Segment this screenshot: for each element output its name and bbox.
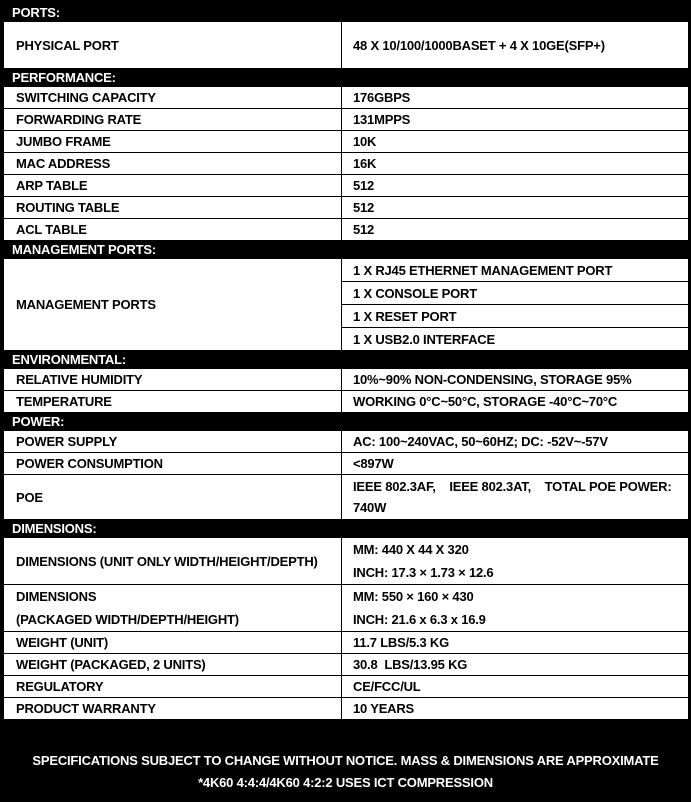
spec-label: POWER CONSUMPTION xyxy=(4,453,342,475)
spec-row xyxy=(4,475,689,520)
spec-row xyxy=(4,87,689,109)
spec-label: DIMENSIONS (UNIT ONLY WIDTH/HEIGHT/DEPTH) xyxy=(4,538,342,585)
spec-value: 176GBPS xyxy=(342,87,689,109)
spec-label-line: (PACKAGED WIDTH/DEPTH/HEIGHT) xyxy=(16,612,239,627)
spec-value: WORKING 0°C~50°C, STORAGE -40°C~70°C xyxy=(342,391,689,413)
spec-value: 16K xyxy=(342,153,689,175)
spec-value: 1 X CONSOLE PORT xyxy=(342,282,689,305)
spec-row xyxy=(4,22,689,69)
spec-value: AC: 100~240VAC, 50~60HZ; DC: -52V~-57V xyxy=(342,431,689,453)
spec-label: PHYSICAL PORT xyxy=(4,22,342,69)
spec-label: TEMPERATURE xyxy=(4,391,342,413)
spec-row xyxy=(4,453,689,475)
spec-value: 10 YEARS xyxy=(342,698,689,720)
section-title: DIMENSIONS: xyxy=(4,520,689,538)
spec-value: 11.7 LBS/5.3 KG xyxy=(342,632,689,654)
spec-value-line: MM: 440 X 44 X 320 xyxy=(353,542,469,557)
spec-label: ACL TABLE xyxy=(4,219,342,241)
spec-row xyxy=(4,153,689,175)
spec-row xyxy=(4,585,689,632)
spec-value: 512 xyxy=(342,219,689,241)
spec-label-line: DIMENSIONS xyxy=(16,589,97,604)
section-title: PERFORMANCE: xyxy=(4,69,689,87)
spec-label: WEIGHT (PACKAGED, 2 UNITS) xyxy=(4,654,342,676)
spec-label: ROUTING TABLE xyxy=(4,197,342,219)
spec-label: PRODUCT WARRANTY xyxy=(4,698,342,720)
spec-value: 30.8 LBS/13.95 KG xyxy=(342,654,689,676)
spec-value-line: MM: 550 × 160 × 430 xyxy=(353,589,474,604)
spec-label: POE xyxy=(4,475,342,520)
spec-value: 1 X USB2.0 INTERFACE xyxy=(342,328,689,351)
spec-label: POWER SUPPLY xyxy=(4,431,342,453)
spec-row xyxy=(4,698,689,720)
spec-row xyxy=(4,259,689,282)
spec-value-line: INCH: 17.3 × 1.73 × 12.6 xyxy=(353,565,494,580)
spec-label: ARP TABLE xyxy=(4,175,342,197)
spec-row xyxy=(4,197,689,219)
section-header-dimensions xyxy=(4,520,689,538)
spec-row xyxy=(4,369,689,391)
spec-label: SWITCHING CAPACITY xyxy=(4,87,342,109)
footer-compression-note: *4K60 4:4:4/4K60 4:2:2 USES ICT COMPRESSION xyxy=(198,775,493,790)
spec-row xyxy=(4,109,689,131)
spec-value: 1 X RJ45 ETHERNET MANAGEMENT PORT xyxy=(342,259,689,282)
spec-value: 10%~90% NON-CONDENSING, STORAGE 95% xyxy=(342,369,689,391)
spec-row xyxy=(4,632,689,654)
section-header-ports xyxy=(4,4,689,22)
spec-row xyxy=(4,131,689,153)
spec-value: 131MPPS xyxy=(342,109,689,131)
section-header-power xyxy=(4,413,689,431)
spec-row xyxy=(4,431,689,453)
spec-value: CE/FCC/UL xyxy=(342,676,689,698)
spec-value: 512 xyxy=(342,197,689,219)
spec-value: <897W xyxy=(342,453,689,475)
spec-value-line: INCH: 21.6 x 6.3 x 16.9 xyxy=(353,612,486,627)
spec-label: FORWARDING RATE xyxy=(4,109,342,131)
section-title: MANAGEMENT PORTS: xyxy=(4,241,689,259)
section-header-environmental xyxy=(4,351,689,369)
spec-row xyxy=(4,175,689,197)
spec-value: 10K xyxy=(342,131,689,153)
spec-label: WEIGHT (UNIT) xyxy=(4,632,342,654)
spec-value xyxy=(342,538,689,585)
spec-row xyxy=(4,676,689,698)
spec-row xyxy=(4,219,689,241)
section-title: PORTS: xyxy=(4,4,689,22)
spec-label: RELATIVE HUMIDITY xyxy=(4,369,342,391)
section-title: POWER: xyxy=(4,413,689,431)
spec-label: JUMBO FRAME xyxy=(4,131,342,153)
spec-row xyxy=(4,654,689,676)
spec-label xyxy=(4,585,342,632)
section-title: ENVIRONMENTAL: xyxy=(4,351,689,369)
spec-row xyxy=(4,391,689,413)
spec-value: IEEE 802.3AF, IEEE 802.3AT, TOTAL POE POWER: 740W xyxy=(342,475,689,520)
spec-table xyxy=(3,3,689,720)
spec-row xyxy=(4,538,689,585)
spec-label: MANAGEMENT PORTS xyxy=(4,259,342,351)
footer-disclaimer: SPECIFICATIONS SUBJECT TO CHANGE WITHOUT NOTICE. MASS & DIMENSIONS ARE APPROXIMATE xyxy=(32,753,659,768)
spec-label: REGULATORY xyxy=(4,676,342,698)
section-header-performance xyxy=(4,69,689,87)
spec-value xyxy=(342,585,689,632)
spec-value: 48 X 10/100/1000BASET + 4 X 10GE(SFP+) xyxy=(342,22,689,69)
spec-value: 1 X RESET PORT xyxy=(342,305,689,328)
spec-label: MAC ADDRESS xyxy=(4,153,342,175)
footer-notes xyxy=(0,748,691,802)
spec-value: 512 xyxy=(342,175,689,197)
section-header-management xyxy=(4,241,689,259)
